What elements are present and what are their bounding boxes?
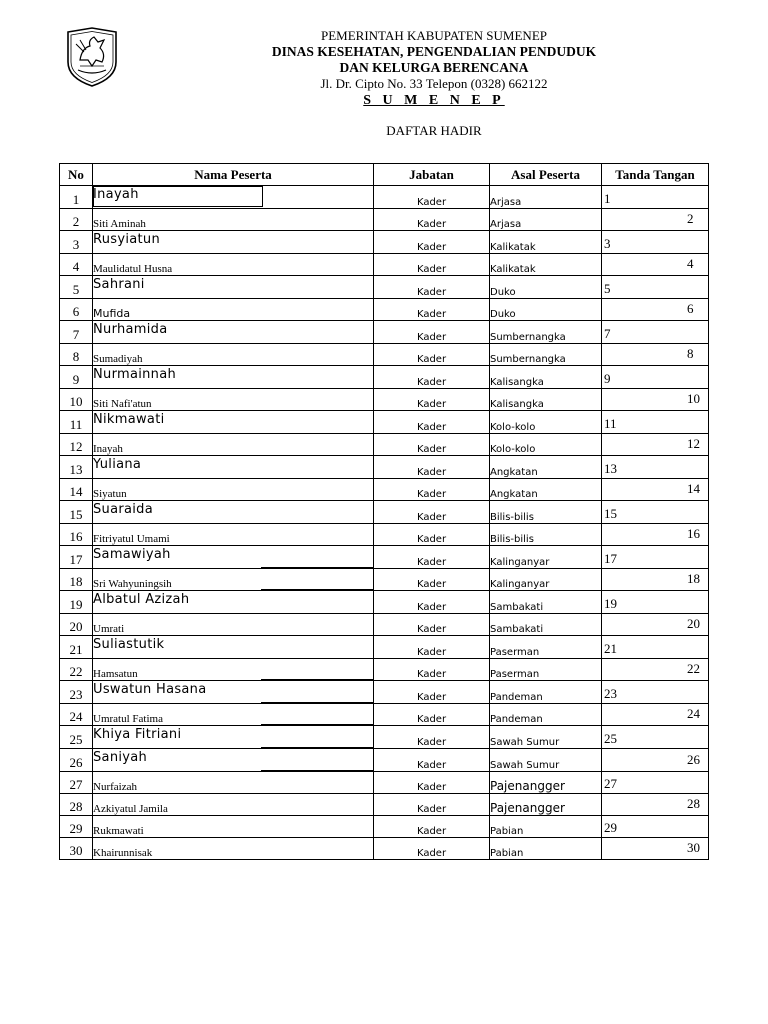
row-number: 22: [60, 659, 93, 681]
position-cell: Kader: [374, 794, 490, 816]
row-number: 25: [60, 726, 93, 749]
signature-cell: [602, 636, 709, 659]
participant-name: Suliastutik: [93, 637, 165, 652]
row-number: 1: [60, 186, 93, 209]
origin-cell: Sambakati: [490, 614, 602, 636]
position-cell: Kader: [374, 501, 490, 524]
position-cell: Kader: [374, 614, 490, 636]
origin-cell: Angkatan: [490, 479, 602, 501]
participant-name: Rukmawati: [93, 825, 144, 837]
participant-name: Fitriyatul Umami: [93, 533, 170, 545]
row-number: 3: [60, 231, 93, 254]
signature-number: 22: [687, 661, 700, 676]
origin-cell: Duko: [490, 276, 602, 299]
city-name: S U M E N E P: [363, 93, 505, 108]
table-row: [60, 299, 709, 321]
signature-cell: [602, 614, 709, 636]
table-row: [60, 591, 709, 614]
table-row: [60, 456, 709, 479]
signature-cell: [602, 411, 709, 434]
participant-name-cell: [93, 479, 374, 501]
participant-name: Umratul Fatima: [93, 713, 163, 725]
signature-number: 23: [604, 686, 617, 701]
row-number: 28: [60, 794, 93, 816]
signature-number: 9: [604, 371, 611, 386]
signature-cell: [602, 366, 709, 389]
row-number: 26: [60, 749, 93, 772]
participant-name: Khairunnisak: [93, 847, 153, 859]
regency-emblem-logo: [62, 26, 122, 88]
table-row: [60, 434, 709, 456]
origin-cell: Sumbernangka: [490, 344, 602, 366]
participant-name-cell: [93, 772, 374, 794]
position-cell: Kader: [374, 838, 490, 860]
origin-cell: Duko: [490, 299, 602, 321]
origin-cell: Paserman: [490, 636, 602, 659]
participant-name-cell: [93, 389, 374, 411]
participant-name-cell: [93, 186, 374, 209]
table-row: [60, 546, 709, 569]
table-row: [60, 726, 709, 749]
header-nama: Nama Peserta: [93, 164, 374, 186]
participant-name: Maulidatul Husna: [93, 263, 173, 275]
signature-number: 6: [687, 301, 694, 316]
signature-cell: [602, 704, 709, 726]
row-number: 18: [60, 569, 93, 591]
signature-cell: [602, 726, 709, 749]
table-row: [60, 479, 709, 501]
origin-cell: Pajenangger: [490, 772, 602, 794]
signature-number: 17: [604, 551, 617, 566]
signature-cell: [602, 569, 709, 591]
position-cell: Kader: [374, 254, 490, 276]
table-row: [60, 276, 709, 299]
row-number: 10: [60, 389, 93, 411]
origin-cell: Pajenangger: [490, 794, 602, 816]
signature-cell: [602, 389, 709, 411]
signature-cell: [602, 186, 709, 209]
position-cell: Kader: [374, 366, 490, 389]
agency-name-line1: DINAS KESEHATAN, PENGENDALIAN PENDUDUK: [271, 44, 597, 59]
participant-name: Azkiyatul Jamila: [93, 803, 168, 815]
participant-name-cell: [93, 501, 374, 524]
participant-name-cell: [93, 591, 374, 614]
participant-name: Siti Nafi'atun: [93, 398, 152, 410]
table-row: [60, 411, 709, 434]
origin-cell: Pandeman: [490, 681, 602, 704]
participant-name-cell: [93, 456, 374, 479]
table-row: [60, 231, 709, 254]
table-row: [60, 614, 709, 636]
row-number: 27: [60, 772, 93, 794]
signature-cell: [602, 434, 709, 456]
signature-cell: [602, 231, 709, 254]
signature-cell: [602, 681, 709, 704]
row-number: 19: [60, 591, 93, 614]
row-number: 13: [60, 456, 93, 479]
position-cell: Kader: [374, 479, 490, 501]
signature-cell: [602, 276, 709, 299]
participant-name-cell: [93, 659, 374, 681]
table-row: [60, 816, 709, 838]
participant-name-cell: [93, 344, 374, 366]
participant-name-cell: [93, 299, 374, 321]
signature-number: 27: [604, 776, 617, 791]
row-number: 2: [60, 209, 93, 231]
position-cell: Kader: [374, 299, 490, 321]
row-number: 24: [60, 704, 93, 726]
origin-cell: Sumbernangka: [490, 321, 602, 344]
table-row: [60, 321, 709, 344]
signature-number: 3: [604, 236, 611, 251]
table-row: [60, 569, 709, 591]
position-cell: Kader: [374, 209, 490, 231]
attendance-table: [59, 163, 709, 860]
table-row: [60, 186, 709, 209]
participant-name-cell: [93, 749, 374, 772]
agency-name-line2: DAN KELURGA BERENCANA: [339, 60, 529, 75]
participant-name-cell: [93, 681, 374, 704]
participant-name-cell: [93, 434, 374, 456]
signature-cell: [602, 816, 709, 838]
signature-number: 11: [604, 416, 617, 431]
participant-name: Uswatun Hasana: [93, 682, 207, 697]
signature-number: 2: [687, 211, 694, 226]
participant-name-cell: [93, 704, 374, 726]
position-cell: Kader: [374, 636, 490, 659]
participant-name: Suaraida: [93, 502, 153, 517]
origin-cell: Kolo-kolo: [490, 434, 602, 456]
participant-name-cell: [93, 366, 374, 389]
signature-number: 25: [604, 731, 617, 746]
table-row: [60, 344, 709, 366]
signature-cell: [602, 659, 709, 681]
participant-name: Rusyiatun: [93, 232, 161, 247]
position-cell: Kader: [374, 456, 490, 479]
agency-address: Jl. Dr. Cipto No. 33 Telepon (0328) 662122: [320, 76, 548, 91]
table-row: [60, 254, 709, 276]
signature-number: 13: [604, 461, 617, 476]
signature-number: 29: [604, 820, 617, 835]
table-row: [60, 749, 709, 772]
table-row: [60, 636, 709, 659]
header-asal: Asal Peserta: [490, 164, 602, 186]
signature-cell: [602, 321, 709, 344]
origin-cell: Sawah Sumur: [490, 726, 602, 749]
signature-cell: [602, 254, 709, 276]
participant-name: Nikmawati: [93, 412, 165, 427]
origin-cell: Kalinganyar: [490, 546, 602, 569]
position-cell: Kader: [374, 186, 490, 209]
participant-name: Nurfaizah: [93, 781, 137, 793]
origin-cell: Sambakati: [490, 591, 602, 614]
table-row: [60, 366, 709, 389]
participant-name-cell: [93, 636, 374, 659]
position-cell: Kader: [374, 389, 490, 411]
origin-cell: Kalinganyar: [490, 569, 602, 591]
position-cell: Kader: [374, 591, 490, 614]
signature-number: 26: [687, 752, 700, 767]
participant-name: Sumadiyah: [93, 353, 143, 365]
table-row: [60, 209, 709, 231]
participant-name: Yuliana: [93, 457, 142, 472]
signature-number: 16: [687, 526, 700, 541]
row-number: 7: [60, 321, 93, 344]
signature-cell: [602, 479, 709, 501]
signature-number: 12: [687, 436, 700, 451]
participant-name-cell: [93, 726, 374, 749]
table-row: [60, 501, 709, 524]
origin-cell: Bilis-bilis: [490, 501, 602, 524]
participant-name: Albatul Azizah: [93, 592, 190, 607]
row-number: 11: [60, 411, 93, 434]
participant-name-cell: [93, 838, 374, 860]
origin-cell: Kalikatak: [490, 254, 602, 276]
signature-cell: [602, 501, 709, 524]
table-row: [60, 772, 709, 794]
row-number: 8: [60, 344, 93, 366]
origin-cell: Paserman: [490, 659, 602, 681]
header-jabatan: Jabatan: [374, 164, 490, 186]
participant-name: Inayah: [93, 443, 123, 455]
origin-cell: Pandeman: [490, 704, 602, 726]
table-header-row: [60, 164, 709, 186]
signature-number: 10: [687, 391, 700, 406]
row-number: 12: [60, 434, 93, 456]
origin-cell: Kalisangka: [490, 389, 602, 411]
letterhead: [160, 28, 708, 109]
position-cell: Kader: [374, 726, 490, 749]
signature-number: 14: [687, 481, 700, 496]
position-cell: Kader: [374, 681, 490, 704]
row-number: 14: [60, 479, 93, 501]
header-no: No: [60, 164, 93, 186]
participant-name-cell: [93, 321, 374, 344]
position-cell: Kader: [374, 704, 490, 726]
participant-name: Khiya Fitriani: [93, 727, 182, 742]
origin-cell: Bilis-bilis: [490, 524, 602, 546]
participant-name-cell: [93, 569, 374, 591]
signature-cell: [602, 794, 709, 816]
document-title: DAFTAR HADIR: [386, 123, 482, 138]
participant-name: Samawiyah: [93, 547, 171, 562]
signature-number: 20: [687, 616, 700, 631]
position-cell: Kader: [374, 276, 490, 299]
participant-name: Sahrani: [93, 277, 145, 292]
participant-name: Hamsatun: [93, 668, 138, 680]
row-number: 9: [60, 366, 93, 389]
participant-name-cell: [93, 546, 374, 569]
position-cell: Kader: [374, 816, 490, 838]
row-number: 23: [60, 681, 93, 704]
origin-cell: Angkatan: [490, 456, 602, 479]
signature-cell: [602, 546, 709, 569]
participant-name-cell: [93, 794, 374, 816]
row-number: 20: [60, 614, 93, 636]
signature-cell: [602, 209, 709, 231]
table-row: [60, 659, 709, 681]
signature-number: 1: [604, 191, 611, 206]
origin-cell: Sawah Sumur: [490, 749, 602, 772]
signature-cell: [602, 299, 709, 321]
table-row: [60, 681, 709, 704]
position-cell: Kader: [374, 524, 490, 546]
participant-name: Siyatun: [93, 488, 127, 500]
signature-number: 21: [604, 641, 617, 656]
row-number: 17: [60, 546, 93, 569]
participant-name-cell: [93, 231, 374, 254]
position-cell: Kader: [374, 434, 490, 456]
signature-number: 28: [687, 796, 700, 811]
row-number: 15: [60, 501, 93, 524]
origin-cell: Pabian: [490, 838, 602, 860]
signature-cell: [602, 749, 709, 772]
origin-cell: Kalisangka: [490, 366, 602, 389]
position-cell: Kader: [374, 569, 490, 591]
origin-cell: Arjasa: [490, 186, 602, 209]
position-cell: Kader: [374, 659, 490, 681]
position-cell: Kader: [374, 231, 490, 254]
signature-number: 15: [604, 506, 617, 521]
row-number: 21: [60, 636, 93, 659]
table-row: [60, 524, 709, 546]
signature-number: 7: [604, 326, 611, 341]
position-cell: Kader: [374, 411, 490, 434]
signature-cell: [602, 772, 709, 794]
origin-cell: Pabian: [490, 816, 602, 838]
participant-name: Nurhamida: [93, 322, 168, 337]
signature-cell: [602, 344, 709, 366]
participant-name: Umrati: [93, 623, 125, 635]
position-cell: Kader: [374, 546, 490, 569]
table-row: [60, 389, 709, 411]
row-number: 5: [60, 276, 93, 299]
position-cell: Kader: [374, 344, 490, 366]
position-cell: Kader: [374, 772, 490, 794]
origin-cell: Arjasa: [490, 209, 602, 231]
origin-cell: Kolo-kolo: [490, 411, 602, 434]
table-row: [60, 838, 709, 860]
position-cell: Kader: [374, 749, 490, 772]
participant-name-cell: [93, 254, 374, 276]
signature-number: 8: [687, 346, 694, 361]
signature-cell: [602, 524, 709, 546]
government-name: PEMERINTAH KABUPATEN SUMENEP: [320, 28, 547, 43]
row-number: 16: [60, 524, 93, 546]
participant-name-cell: [93, 816, 374, 838]
signature-number: 18: [687, 571, 700, 586]
position-cell: Kader: [374, 321, 490, 344]
participant-name-cell: [93, 524, 374, 546]
participant-name: Saniyah: [93, 750, 148, 765]
origin-cell: Kalikatak: [490, 231, 602, 254]
participant-name-cell: [93, 411, 374, 434]
table-row: [60, 794, 709, 816]
participant-name: Nurmainnah: [93, 367, 177, 382]
participant-name: Siti Aminah: [93, 218, 146, 230]
signature-number: 19: [604, 596, 617, 611]
row-number: 4: [60, 254, 93, 276]
signature-cell: [602, 456, 709, 479]
row-number: 29: [60, 816, 93, 838]
participant-name: Sri Wahyuningsih: [93, 578, 172, 590]
signature-cell: [602, 591, 709, 614]
participant-name-cell: [93, 614, 374, 636]
participant-name: Mufida: [93, 307, 131, 320]
signature-number: 5: [604, 281, 611, 296]
row-number: 6: [60, 299, 93, 321]
signature-number: 30: [687, 840, 700, 855]
participant-name-cell: [93, 276, 374, 299]
participant-name-cell: [93, 209, 374, 231]
signature-number: 24: [687, 706, 700, 721]
table-row: [60, 704, 709, 726]
participant-name: Inayah: [93, 187, 139, 202]
table-body: [60, 186, 709, 860]
signature-number: 4: [687, 256, 694, 271]
header-tanda-tangan: Tanda Tangan: [602, 164, 709, 186]
name-box-outline: [93, 186, 263, 207]
row-number: 30: [60, 838, 93, 860]
signature-cell: [602, 838, 709, 860]
